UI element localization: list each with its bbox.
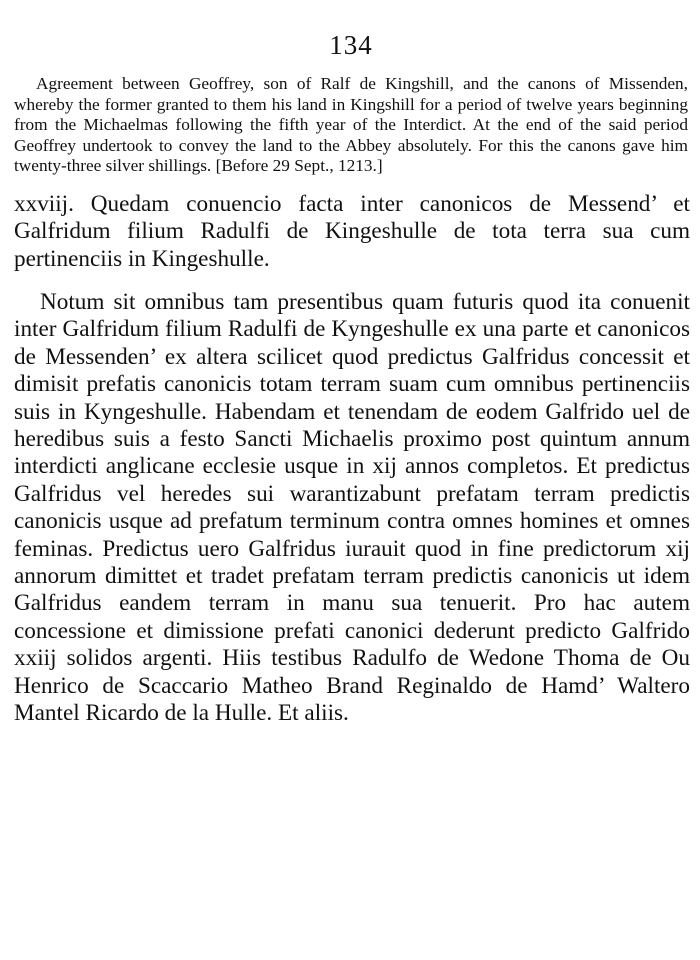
- english-summary: Agreement between Geoffrey, son of Ralf de Kingshill, and the canons of Missenden, whereby the former granted to them his land in Kingshill for a period of twelve years beginning from the Michaelmas following the fifth year of the Interdict. At the end of the said period Geoffrey undertook to convey the land to the Abbey absolutely. For this the canons gave him twenty-three silver shillings. [Before 29 Sept., 1213.]: [14, 74, 688, 175]
- charter-text: Notum sit omnibus tam presentibus quam futuris quod ita conuenit inter Galfridum filium Radulfi de Kyngeshulle ex una parte et canonicos de Messenden’ ex altera scilicet quod predictus Galfridus concessit et dimisit prefatis canonicis totam terram suam cum omnibus pertinenciis suis in Kyngeshulle. Habendam et tenendam de eodem Galfrido uel de heredibus suis a festo Sancti Michaelis proximo post quintum annum interdicti anglicane ecclesie usque in xij annos completos. Et predictus Galfridus vel heredes sui warantizabunt prefatam terram predictis canonicis usque ad prefatum terminum contra omnes homines et omnes feminas. Predictus uero Galfridus iurauit quod in fine predictorum xij annorum dimittet et tradet prefatam terram predictis canonicis ut idem Galfridus eandem terram in manu sua tenuerit. Pro hac autem concessione et dimissione prefati canonici dederunt predicto Galfrido xxiij solidos argenti. Hiis testibus Radulfo de Wedone Thoma de Ou Henrico de Scaccario Matheo Brand Reginaldo de Hamd’ Waltero Mantel Ricardo de la Hulle. Et aliis.: [14, 289, 690, 727]
- page-number: 134: [329, 30, 373, 60]
- charter-heading: xxviij. Quedam conuencio facta inter canonicos de Messend’ et Galfridum filium Radulfi de Kingeshulle de tota terra sua cum pertinenciis in Kingeshulle.: [14, 190, 690, 272]
